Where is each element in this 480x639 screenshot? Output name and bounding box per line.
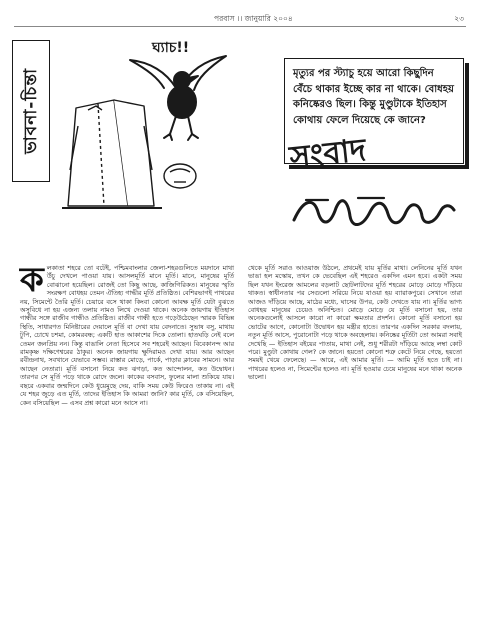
severed-head-icon xyxy=(164,164,196,188)
cartoon-illustration xyxy=(58,30,290,210)
article-column-right xyxy=(248,264,462,382)
running-head: পরবাস ।। জানুয়ারি ২০০৪ xyxy=(214,14,293,23)
article-paragraph xyxy=(20,260,234,407)
column-label-box xyxy=(12,40,50,182)
column-label: ভাবনা-চিন্তা xyxy=(21,68,41,154)
drop-cap: ক xyxy=(20,260,44,300)
author-signature xyxy=(288,190,458,236)
statue-icon xyxy=(62,100,162,208)
pull-quote: মৃত্যুর পর স্ট্যাচু হয়ে আরো কিছুদিন বেঁচে থাকার ইচ্ছে কার না থাকে। বোধহয় কনিষ্কেরও ছিল। কিন্তু মুণ্ডুটাকে ইতিহাস কোথায় ফেলে দিয়েছে কে জানে? xyxy=(284,58,464,164)
article-left-text: লকাতা শহরে তো বটেই, পশ্চিমবাংলার জেলা-শহরগুলিতে ময়দানে মাথা উঁচু দেখলে পাওয়া যায়। আসলমূর্তি মানে মূর্তি। মানে, মানুষের মূর্তি বোঝানো হয়েছিল। রোজই তো কিছু আছে, কাজিগিরিকত। মানুষের স্মৃতি সংরক্ষণ বোধহয় তেমন ঐতিহ্য গাদ্ধীর মূর্তি প্রতিষ্ঠিত। বেশিরভাগই পাথরের নয়, সিমেন্টে তৈরি মূর্তি। চেয়ারে বসে থাকা কিংবা কোনো আবক্ষ মূর্তি যেটা বুঝতে অসুবিধে না হয় এজন্য তলায় নামও লিখে দেওয়া থাকে। অনেক জায়গায় ইতিহাস গান্ধীর সঙ্গে রাজীব গান্ধীও প্রতিষ্ঠিত। রাজীব গান্ধী হতে গড়েউঠেছেন স্মারক বিভিন্ন স্থিতি, সাধারণত মিনিষ্টারের দেয়ালে মূর্তি বা দেখা যায় বেদনাতে। সুভাষ বসু, মাথায় টুপি, চোখে চশমা, কোমরবন্ধ; একটি হাত আকাশের দিকে তোলা। হাতঘড়ি নেই বলে তেমন জনপ্রিয় নন। কিন্তু বাঙালি নেতা হিসেবে সব শহরেই আছেন। বিবেকানন্দ আর রামকৃষ্ণ দক্ষিণেশ্বরের ঠাকুর। অনেক জায়গায় ক্ষুদিরামও দেখা যায়। আর আছেন রবীন্দ্রনাথ, সবখানে যেভাবে সম্ভব। রাস্তার মোড়ে, পার্কে, পাড়ার ক্লাবের সামনে। আর আছেন নেতারা। মূর্তি বসানো নিয়ে কত ঝগড়া, কত আন্দোলন, কত উদ্বোধন। তারপর সে মূর্তি পড়ে থাকে রোদে জলে। কাকের বসবাস, ফুলের মালা শুকিয়ে যায়। বছরে একবার জন্মদিনে কেউ ধুয়েমুছে দেয়, বাকি সময় কেউ ফিরেও তাকায় না। এই যে শহর জুড়ে এত মূর্তি, তাদের ইতিহাস কি আমরা জানি? কার মূর্তি, কে বসিয়েছিল, কেন বসিয়েছিল — এসব প্রশ্ন কারো মনে আসে না। xyxy=(20,264,234,407)
article-right-text: থেকে মূর্তি সরাও আওয়াজ উঠলে, প্রথমেই যায় মূর্তির মাথা। লেনিনের মূর্তি যখন ভাঙা হল মস্কোয়, তখন কে ভেবেছিল এই শহরেও একদিন এমন হবে। একটা সময় ছিল যখন ইংরেজ আমলের বড়লাট ছোটলাটদের মূর্তি শহরের মোড়ে মোড়ে দাঁড়িয়ে থাকত। স্বাধীনতার পর সেগুলো সরিয়ে নিয়ে যাওয়া হয় ব্যারাকপুরে। সেখানে তারা আজও দাঁড়িয়ে আছে, মাঠের মধ্যে, ঘাসের উপর, কেউ দেখতে যায় না। মূর্তির ভাগ্য বোধহয় মানুষের চেয়েও অনিশ্চিত। মোড়ে মোড়ে যে মূর্তি বসানো হয়, তার অনেকগুলোই আসলে কারো না কারো ক্ষমতার প্রদর্শন। কোনো মূর্তি বসানো হয় ভোটের আগে, কোনোটা উদ্বোধন হয় মন্ত্রীর হাতে। তারপর একদিন সরকার বদলায়, নতুন মূর্তি আসে, পুরোনোটা পড়ে থাকে অবহেলায়। কনিষ্কের মূর্তিটা তো আমরা সবাই দেখেছি — ইতিহাস বইয়ের পাতায়, মাথা নেই, শুধু শরীরটা দাঁড়িয়ে আছে লম্বা কোট পরে। মুণ্ডুটা কোথায় গেল? কে জানে। হয়তো কোনো শত্রু কেটে নিয়ে গেছে, হয়তো সময়ই খেয়ে ফেলেছে। — আরে, এই আমার মূর্তি। — আমি মূর্তি হতে চাই না। পাথরের হলেও না, সিমেন্টের হলেও না। মূর্তি হওয়ার চেয়ে মানুষের মনে থাকা অনেক ভালো। xyxy=(248,264,462,382)
page-number: ২৩ xyxy=(454,14,464,23)
page-header xyxy=(14,12,466,26)
article-column-left xyxy=(20,260,234,407)
doodle-title: সংবাদ xyxy=(287,132,368,176)
header-rule xyxy=(14,26,466,27)
bird-exclamation: ঘ্যাচ!! xyxy=(152,40,190,56)
